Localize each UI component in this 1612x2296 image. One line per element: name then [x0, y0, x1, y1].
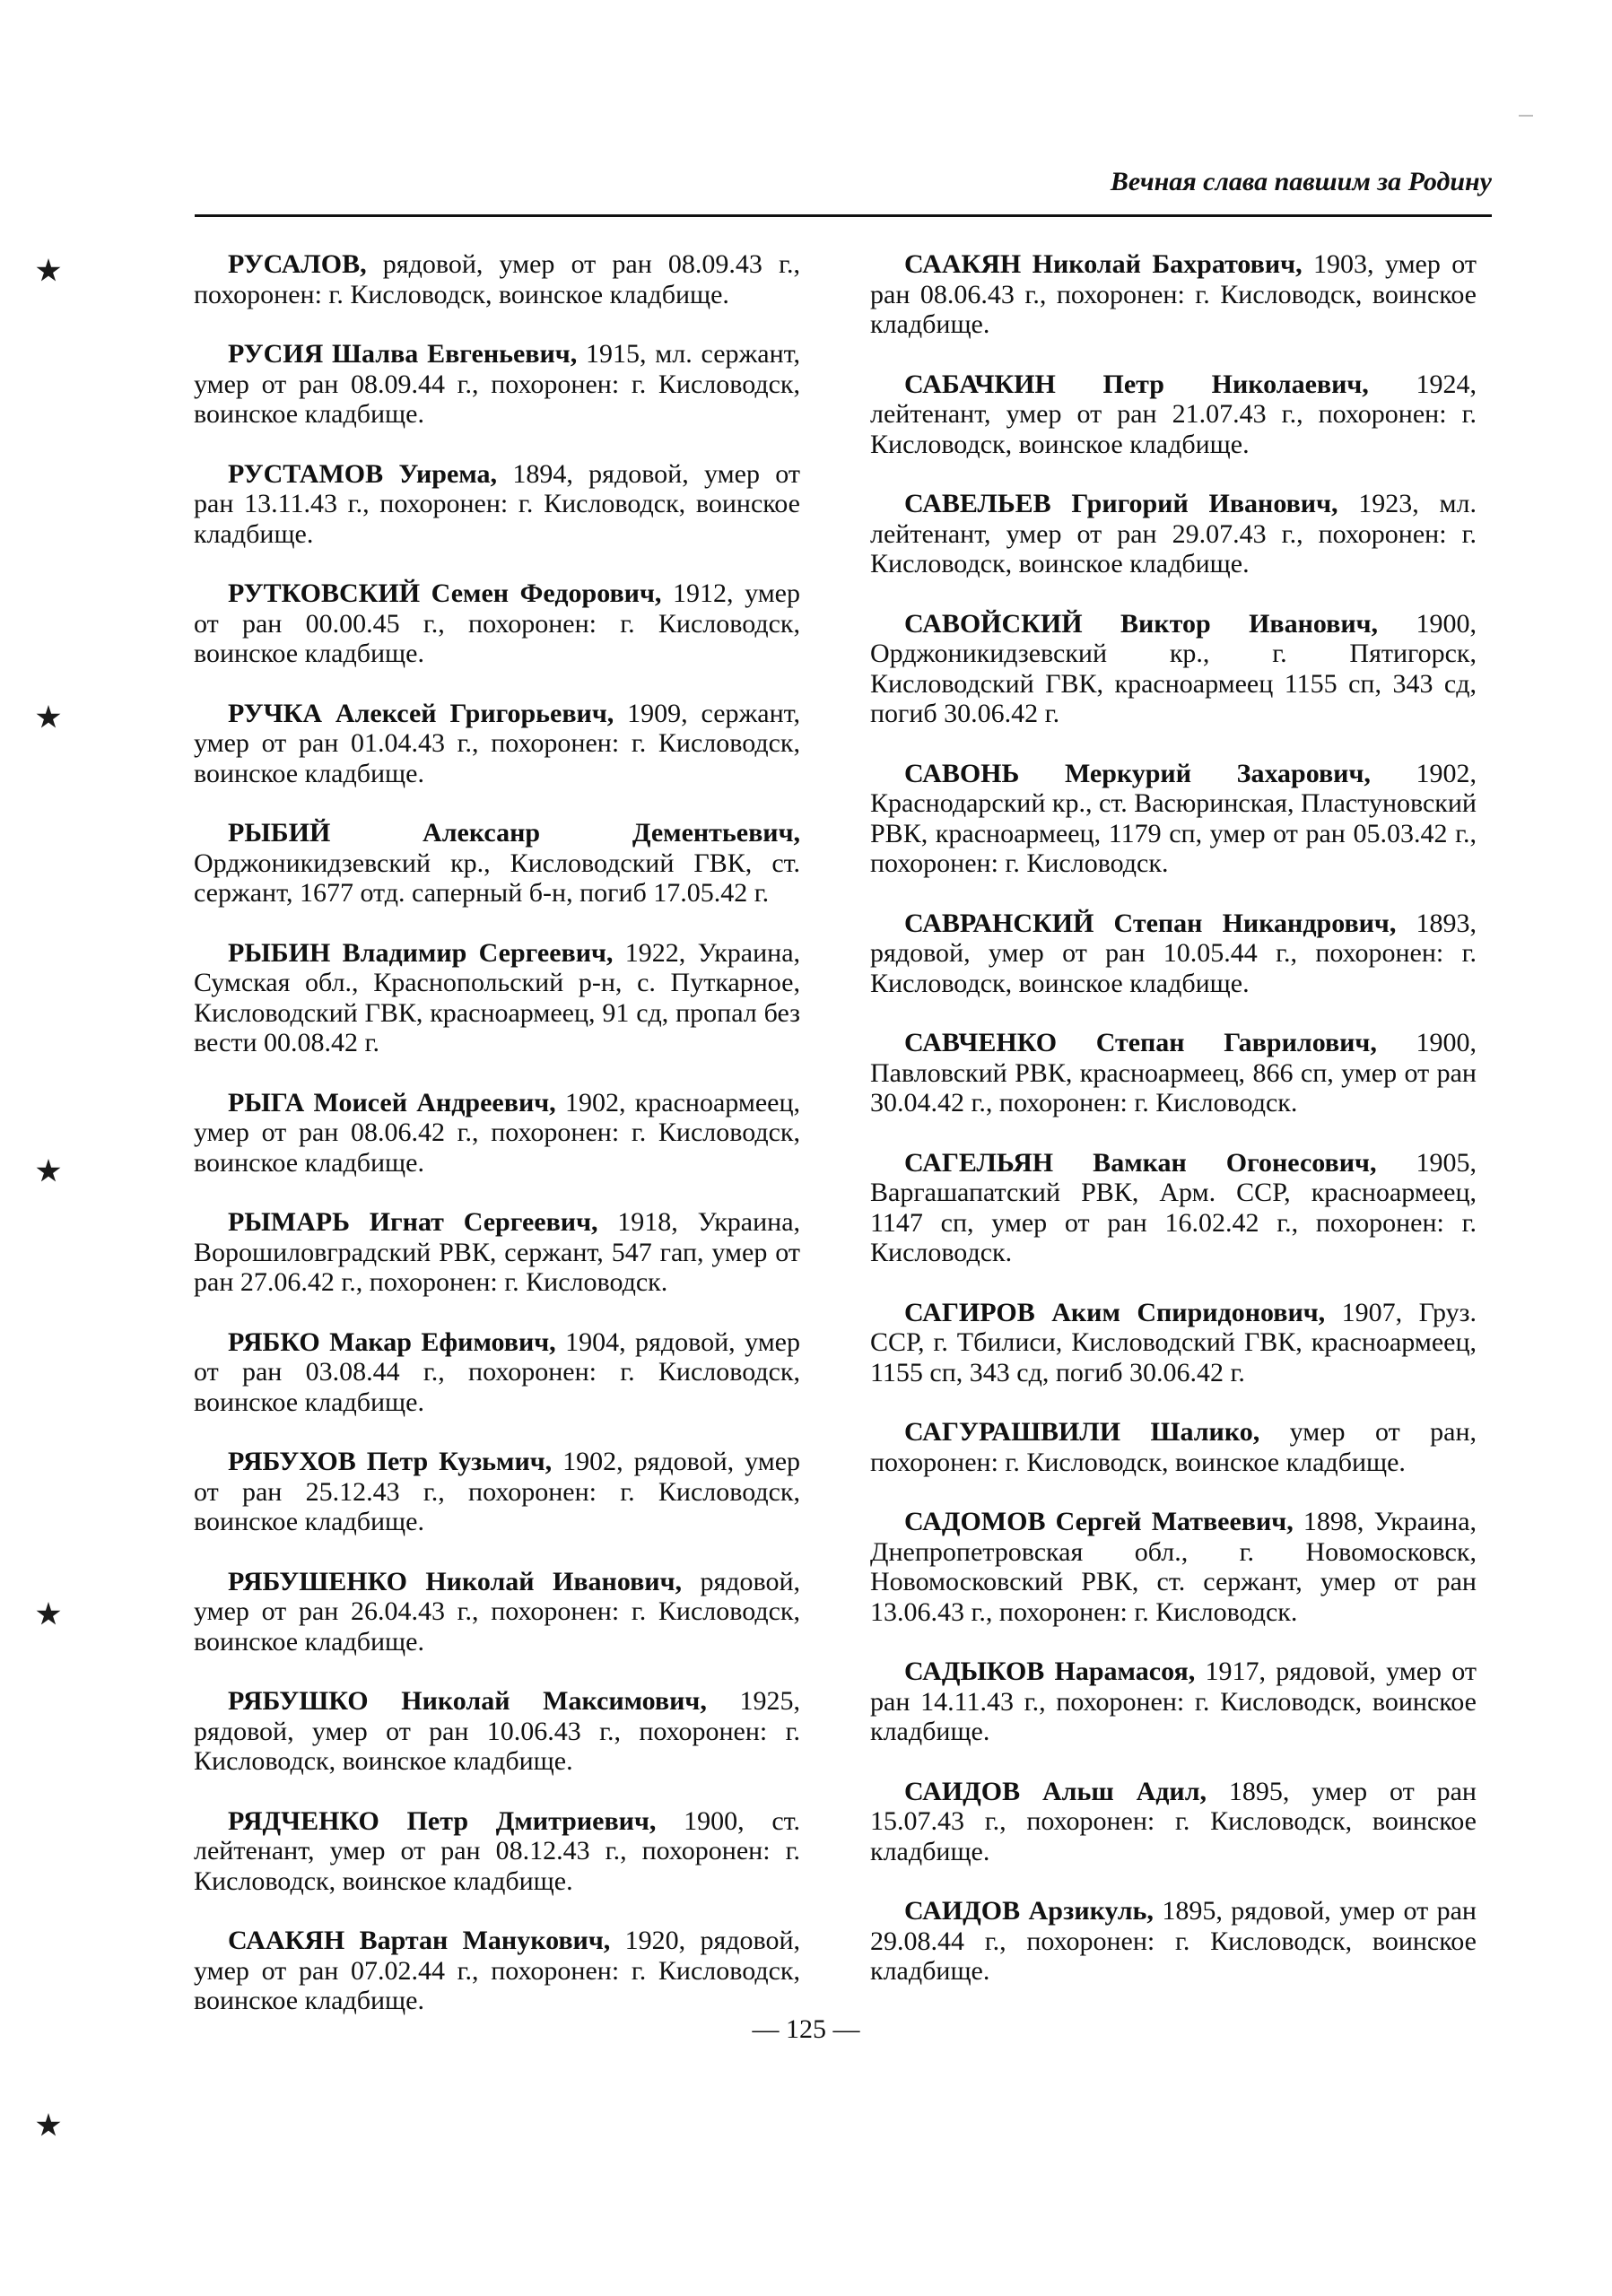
entry-name: САВОЙСКИЙ Виктор Иванович, — [904, 608, 1379, 639]
memorial-entry — [870, 1028, 1477, 1118]
entry-name: РЫБИН Владимир Сергеевич, — [228, 937, 614, 968]
entry-name: САГУРАШВИЛИ Шалико, — [904, 1417, 1260, 1447]
entry-details: 1895, умер от ран 15.07.43 г., похоронен: г. Кисловодск, воинское кладбище. — [870, 1776, 1477, 1866]
star-mark-icon — [36, 1602, 61, 1627]
memorial-entry — [870, 759, 1477, 879]
running-title: Вечная слава павшим за Родину — [1110, 167, 1492, 196]
entry-name: РУСАЛОВ, — [228, 249, 367, 279]
entry-details: 1895, рядовой, умер от ран 29.08.44 г., похоронен: г. Кисловодск, воинское кладбище. — [870, 1896, 1477, 1986]
header-rule — [195, 214, 1492, 217]
memorial-entry — [194, 1327, 800, 1418]
entry-name: САДОМОВ Сергей Матвеевич, — [904, 1507, 1294, 1536]
entry-details: 1902, Краснодарский кр., ст. Васюринская, Пластуновский РВК, красноармеец, 1179 сп, умер от ран 05.03.42 г., похоронен: г. Кисловодск. — [870, 758, 1477, 878]
entry-name: САГЕЛЬЯН Вамкан Огонесович, — [904, 1147, 1377, 1178]
memorial-entry — [870, 1417, 1477, 1477]
memorial-entry — [870, 1298, 1477, 1388]
entry-name: РУСИЯ Шалва Евгеньевич, — [228, 339, 578, 369]
memorial-entry — [194, 1806, 800, 1897]
memorial-entry — [194, 938, 800, 1058]
entry-name: САВЕЛЬЕВ Григорий Иванович, — [904, 489, 1338, 518]
entry-name: РЯБУШЕНКО Николай Иванович, — [228, 1566, 682, 1596]
memorial-entry — [870, 1148, 1477, 1268]
page-number: — 125 — — [752, 2014, 860, 2044]
entry-name: САВОНЬ Меркурий Захарович, — [904, 758, 1371, 788]
entry-details: 1920, рядовой, умер от ран 07.02.44 г., похоронен: г. Кисловодск, воинское кладбище. — [194, 1926, 801, 2015]
star-mark-icon — [36, 2113, 61, 2138]
memorial-entry — [194, 1447, 800, 1537]
entry-name: СААКЯН Николай Бахратович, — [904, 249, 1303, 279]
entry-details: 1900, ст. лейтенант, умер от ран 08.12.43 г., похоронен: г. Кисловодск, воинское кладбище. — [194, 1805, 801, 1896]
entry-details: 1893, рядовой, умер от ран 10.05.44 г., похоронен: г. Кисловодск, воинское кладбище. — [870, 908, 1477, 998]
memorial-entry — [870, 1896, 1477, 1987]
entry-details: рядовой, умер от ран 26.04.43 г., похоронен: г. Кисловодск, воинское кладбище. — [194, 1566, 801, 1657]
margin-tick — [1519, 115, 1533, 117]
memorial-entry — [870, 1657, 1477, 1747]
entry-name: РУЧКА Алексей Григорьевич, — [228, 698, 614, 728]
memorial-entry — [194, 1926, 800, 2016]
entry-details: умер от ран, похоронен: г. Кисловодск, воинское кладбище. — [870, 1417, 1477, 1477]
entry-name: РЫГА Моисей Андреевич, — [228, 1087, 556, 1118]
entry-name: РЯБУХОВ Петр Кузьмич, — [228, 1447, 553, 1476]
entry-details: 1900, Орджоникидзевский кр., г. Пятигорск, Кисловодский ГВК, красноармеец 1155 сп, 343 сд, погиб 30.06.42 г. — [870, 608, 1477, 728]
entry-details: 1925, рядовой, умер от ран 10.06.43 г., похоронен: г. Кисловодск, воинское кладбище. — [194, 1686, 801, 1776]
entry-details: 1923, мл. лейтенант, умер от ран 29.07.43 г., похоронен: г. Кисловодск, воинское кладбище. — [870, 489, 1477, 578]
memorial-entry — [870, 1777, 1477, 1867]
entry-details: 1924, лейтенант, умер от ран 21.07.43 г., похоронен: г. Кисловодск, воинское кладбище. — [870, 369, 1477, 459]
memorial-entry — [870, 249, 1477, 340]
memorial-entry — [870, 1507, 1477, 1627]
entry-details: 1904, рядовой, умер от ран 03.08.44 г., похоронен: г. Кисловодск, воинское кладбище. — [194, 1326, 800, 1417]
memorial-entry — [194, 1686, 800, 1777]
entry-name: РУСТАМОВ Уирема, — [228, 458, 497, 489]
memorial-entry — [194, 1207, 800, 1298]
memorial-entry — [194, 249, 800, 309]
memorial-entry — [194, 459, 800, 550]
entry-name: САИДОВ Арзикуль, — [904, 1896, 1154, 1926]
entry-details: 1909, сержант, умер от ран 01.04.43 г., похоронен: г. Кисловодск, воинское кладбище. — [194, 698, 800, 788]
entry-details: 1902, рядовой, умер от ран 25.12.43 г., похоронен: г. Кисловодск, воинское кладбище. — [194, 1447, 801, 1536]
memorial-entry — [194, 1567, 800, 1657]
entry-name: РЯДЧЕНКО Петр Дмитриевич, — [228, 1805, 657, 1836]
memorial-entry — [194, 578, 800, 669]
entry-name: САВРАНСКИЙ Степан Никандрович, — [904, 908, 1397, 938]
memorial-entry — [870, 609, 1477, 729]
entry-details: 1902, красноармеец, умер от ран 08.06.42 г., похоронен: г. Кисловодск, воинское кладбище. — [194, 1087, 801, 1178]
entry-name: РЫБИЙ Алексанр Дементьевич, — [228, 818, 800, 848]
entry-details: 1905, Варгашапатский РВК, Арм. ССР, красноармеец, 1147 сп, умер от ран 16.02.42 г., похоронен: г. Кисловодск. — [870, 1147, 1477, 1267]
entry-name: САБАЧКИН Петр Николаевич, — [904, 369, 1369, 399]
entry-details: Орджоникидзевский кр., Кисловодский ГВК, ст. сержант, 1677 отд. саперный б-н, погиб 17.05.42 г. — [194, 848, 800, 908]
entry-details: 1915, мл. сержант, умер от ран 08.09.44 г., похоронен: г. Кисловодск, воинское кладбище. — [194, 339, 801, 429]
entry-name: РЯБУШКО Николай Максимович, — [228, 1686, 707, 1716]
entry-details: 1903, умер от ран 08.06.43 г., похоронен: г. Кисловодск, воинское кладбище. — [870, 249, 1477, 339]
entry-details: 1922, Украина, Сумская обл., Краснопольский р-н, с. Путкарное, Кисловодский ГВК, красноармеец, 91 сд, пропал без вести 00.08.42 г. — [194, 937, 801, 1057]
right-column — [870, 249, 1477, 2016]
memorial-entry — [194, 699, 800, 789]
memorial-entry — [194, 1088, 800, 1178]
star-mark-icon — [36, 258, 61, 283]
entry-details: 1898, Украина, Днепропетровская обл., г. Новомосковск, Новомосковский РВК, ст. сержант, умер от ран 13.06.43 г., похоронен: г. Кисловодск. — [870, 1507, 1477, 1627]
entry-details: 1907, Груз. ССР, г. Тбилиси, Кисловодский ГВК, красноармеец, 1155 сп, 343 сд, погиб 30.06.42 г. — [870, 1297, 1477, 1387]
entry-name: РЫМАРЬ Игнат Сергеевич, — [228, 1207, 598, 1237]
memorial-entry — [870, 909, 1477, 999]
star-mark-icon — [36, 705, 61, 730]
entry-details: 1912, умер от ран 00.00.45 г., похоронен: г. Кисловодск, воинское кладбище. — [194, 578, 801, 668]
entry-name: РУТКОВСКИЙ Семен Федорович, — [228, 578, 662, 608]
memorial-entry — [194, 818, 800, 909]
entry-name: СААКЯН Вартан Манукович, — [228, 1926, 611, 1955]
entry-details: 1917, рядовой, умер от ран 14.11.43 г., похоронен: г. Кисловодск, воинское кладбище. — [870, 1657, 1477, 1746]
memorial-entry — [870, 489, 1477, 579]
entry-details: рядовой, умер от ран 08.09.43 г., похоронен: г. Кисловодск, воинское кладбище. — [194, 249, 801, 309]
entry-name: САВЧЕНКО Степан Гаврилович, — [904, 1028, 1377, 1057]
entry-details: 1900, Павловский РВК, красноармеец, 866 сп, умер от ран 30.04.42 г., похоронен: г. Кисловодск. — [870, 1028, 1477, 1118]
entry-name: РЯБКО Макар Ефимович, — [228, 1326, 556, 1357]
entry-name: САГИРОВ Аким Спиридонович, — [904, 1297, 1326, 1327]
entry-name: САДЫКОВ Нарамасоя, — [904, 1657, 1196, 1686]
star-mark-icon — [36, 1159, 61, 1184]
entry-name: САИДОВ Альш Адил, — [904, 1776, 1207, 1806]
memorial-entry — [870, 370, 1477, 460]
left-column — [194, 249, 800, 2046]
entry-details: 1918, Украина, Ворошиловградский РВК, сержант, 547 гап, умер от ран 27.06.42 г., похоронен: г. Кисловодск. — [194, 1207, 801, 1297]
memorial-entry — [194, 339, 800, 430]
entry-details: 1894, рядовой, умер от ран 13.11.43 г., похоронен: г. Кисловодск, воинское кладбище. — [194, 458, 800, 549]
